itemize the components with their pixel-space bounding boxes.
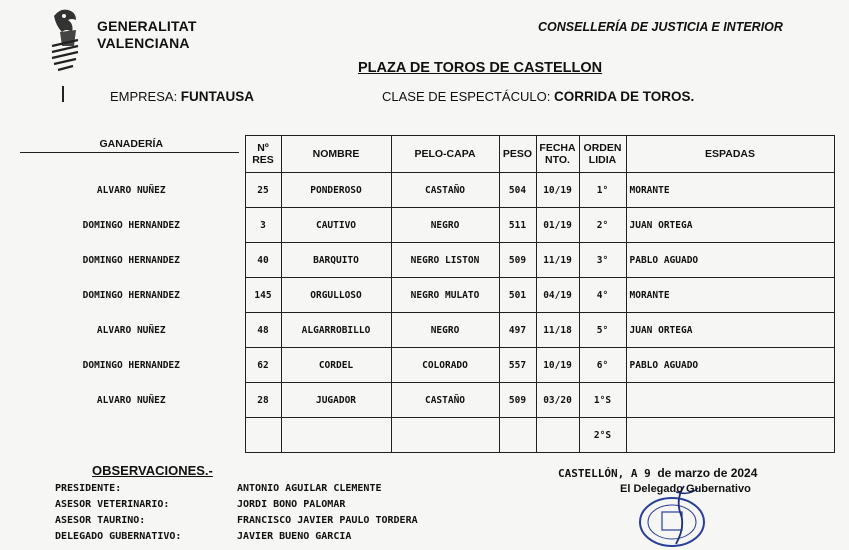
cell-pelo xyxy=(391,418,499,453)
cell-espada: MORANTE xyxy=(626,278,834,313)
cell-nombre: PONDEROSO xyxy=(281,173,391,208)
cell-ganaderia: ALVARO NUÑEZ xyxy=(96,394,166,406)
signer-row-taurino: ASESOR TAURINO: FRANCISCO JAVIER PAULO TORDERA xyxy=(55,515,418,526)
cell-peso: 504 xyxy=(499,173,536,208)
cell-ganaderia: DOMINGO HERNANDEZ xyxy=(82,219,180,231)
clase-label: CLASE DE ESPECTÁCULO: xyxy=(382,89,554,104)
plaza-name: CASTELLON xyxy=(513,60,603,76)
header-peso: PESO xyxy=(499,136,536,173)
margin-mark xyxy=(62,86,64,102)
signers-list xyxy=(55,481,418,545)
cell-orden: 1°S xyxy=(579,383,626,418)
cell-res: 48 xyxy=(245,313,281,348)
header-pelo: PELO-CAPA xyxy=(391,136,499,173)
cell-orden: 2° xyxy=(579,208,626,243)
cell-nombre: ORGULLOSO xyxy=(281,278,391,313)
table-row xyxy=(18,173,834,208)
clase-line xyxy=(382,89,694,104)
delegado-caption: El Delegado Gubernativo xyxy=(620,483,751,495)
cell-orden: 4° xyxy=(579,278,626,313)
department-title: CONSELLERÍA DE JUSTICIA E INTERIOR xyxy=(538,20,783,34)
signer-row-delegado: DELEGADO GUBERNATIVO: JAVIER BUENO GARCIA xyxy=(55,531,352,542)
cell-espada: MORANTE xyxy=(626,173,834,208)
signer-row-presidente: PRESIDENTE: ANTONIO AGUILAR CLEMENTE xyxy=(55,483,382,494)
cell-ganaderia: DOMINGO HERNANDEZ xyxy=(82,254,180,266)
cell-fecha: 04/19 xyxy=(536,278,579,313)
cell-espada: PABLO AGUADO xyxy=(626,348,834,383)
cell-res xyxy=(245,418,281,453)
cell-nombre xyxy=(281,418,391,453)
table-row xyxy=(18,383,834,418)
cell-pelo: CASTAÑO xyxy=(391,383,499,418)
cell-peso xyxy=(499,418,536,453)
cell-pelo: NEGRO MULATO xyxy=(391,278,499,313)
empresa-line xyxy=(110,89,254,104)
header-ganaderia: GANADERÍA xyxy=(18,136,245,173)
cell-fecha xyxy=(536,418,579,453)
header-orden: ORDEN LIDIA xyxy=(579,136,626,173)
header-res: Nº RES xyxy=(245,136,281,173)
cell-fecha: 03/20 xyxy=(536,383,579,418)
table-row xyxy=(18,243,834,278)
generalitat-logo-icon xyxy=(46,6,86,78)
cell-fecha: 10/19 xyxy=(536,173,579,208)
cell-ganaderia: DOMINGO HERNANDEZ xyxy=(82,359,180,371)
header-espadas: ESPADAS xyxy=(626,136,834,173)
cell-orden: 6° xyxy=(579,348,626,383)
cell-pelo: COLORADO xyxy=(391,348,499,383)
cell-espada xyxy=(626,418,834,453)
cell-peso: 557 xyxy=(499,348,536,383)
bulls-table xyxy=(18,135,835,453)
table-header-row xyxy=(18,136,834,173)
cell-peso: 497 xyxy=(499,313,536,348)
cell-peso: 501 xyxy=(499,278,536,313)
cell-fecha: 11/18 xyxy=(536,313,579,348)
plaza-title xyxy=(358,60,602,76)
cell-orden: 5° xyxy=(579,313,626,348)
cell-espada xyxy=(626,383,834,418)
cell-fecha: 10/19 xyxy=(536,348,579,383)
cell-nombre: CORDEL xyxy=(281,348,391,383)
cell-peso: 509 xyxy=(499,383,536,418)
cell-nombre: BARQUITO xyxy=(281,243,391,278)
clase-value: CORRIDA DE TOROS. xyxy=(553,89,695,104)
header-nombre: NOMBRE xyxy=(281,136,391,173)
table-row xyxy=(18,278,834,313)
cell-peso: 509 xyxy=(499,243,536,278)
cell-res: 40 xyxy=(245,243,281,278)
cell-espada: PABLO AGUADO xyxy=(626,243,834,278)
signing-date: CASTELLÓN, A 9 de marzo de 2024 xyxy=(558,466,758,480)
cell-res: 3 xyxy=(245,208,281,243)
cell-orden: 1° xyxy=(579,173,626,208)
cell-nombre: CAUTIVO xyxy=(281,208,391,243)
cell-ganaderia: ALVARO NUÑEZ xyxy=(96,324,166,336)
table-row xyxy=(18,348,834,383)
empresa-label: EMPRESA: xyxy=(110,89,181,104)
cell-fecha: 01/19 xyxy=(536,208,579,243)
cell-res: 145 xyxy=(245,278,281,313)
cell-orden: 3° xyxy=(579,243,626,278)
table-row xyxy=(18,418,834,453)
cell-pelo: NEGRO LISTON xyxy=(391,243,499,278)
plaza-prefix: PLAZA DE TOROS DE xyxy=(358,60,514,76)
empresa-value: FUNTAUSA xyxy=(180,89,255,104)
org-line-1: GENERALITAT xyxy=(97,18,197,34)
cell-fecha: 11/19 xyxy=(536,243,579,278)
cell-pelo: CASTAÑO xyxy=(391,173,499,208)
signer-row-veterinario: ASESOR VETERINARIO: JORDI BONO PALOMAR xyxy=(55,499,346,510)
observaciones-label: OBSERVACIONES.- xyxy=(92,463,213,478)
cell-espada: JUAN ORTEGA xyxy=(626,313,834,348)
cell-ganaderia: ALVARO NUÑEZ xyxy=(96,184,166,196)
organization-name xyxy=(97,18,197,52)
cell-ganaderia: DOMINGO HERNANDEZ xyxy=(82,289,180,301)
cell-res: 25 xyxy=(245,173,281,208)
cell-pelo: NEGRO xyxy=(391,208,499,243)
cell-pelo: NEGRO xyxy=(391,313,499,348)
cell-nombre: ALGARROBILLO xyxy=(281,313,391,348)
cell-res: 28 xyxy=(245,383,281,418)
cell-peso: 511 xyxy=(499,208,536,243)
cell-orden: 2°S xyxy=(579,418,626,453)
cell-nombre: JUGADOR xyxy=(281,383,391,418)
org-line-2: VALENCIANA xyxy=(97,35,190,51)
header-fecha: FECHA NTO. xyxy=(536,136,579,173)
table-row xyxy=(18,208,834,243)
cell-res: 62 xyxy=(245,348,281,383)
cell-ganaderia xyxy=(18,418,245,453)
table-row xyxy=(18,313,834,348)
cell-espada: JUAN ORTEGA xyxy=(626,208,834,243)
